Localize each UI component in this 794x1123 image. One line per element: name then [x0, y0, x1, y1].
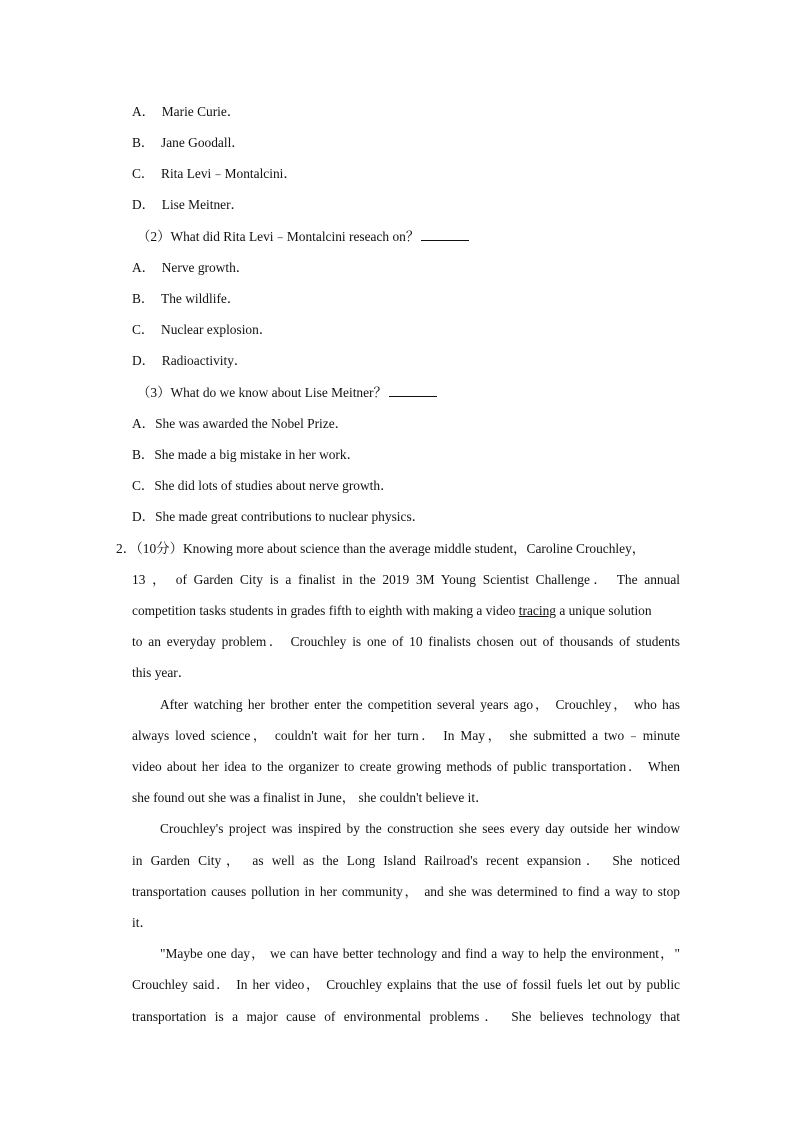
- answer-blank[interactable]: [389, 384, 437, 397]
- option-b[interactable]: [132, 290, 240, 308]
- passage-line: it．: [132, 915, 153, 930]
- option-text: She made great contributions to nuclear physics．: [155, 509, 426, 524]
- option-text: Jane Goodall．: [161, 135, 245, 150]
- passage-line: Crouchley's project was inspired by the construction she sees every day outside her window: [160, 821, 680, 836]
- option-letter: B．: [132, 447, 155, 462]
- passage-line: transportation is a major cause of environmental problems． She believes technology that: [132, 1009, 680, 1024]
- passage-text: competition tasks students in grades fifth to eighth with making a video: [132, 603, 519, 618]
- option-letter: C．: [132, 322, 155, 337]
- option-b[interactable]: [132, 134, 245, 152]
- question-text: （2）What did Rita Levi﹣Montalcini reseach on？: [137, 229, 420, 244]
- option-text: Nuclear explosion．: [161, 322, 273, 337]
- option-letter: B．: [132, 291, 155, 306]
- option-text: She did lots of studies about nerve growth．: [154, 478, 394, 493]
- option-text: Rita Levi﹣Montalcini．: [161, 166, 297, 181]
- underlined-word: tracing: [518, 603, 556, 618]
- passage-line: transportation causes pollution in her community， and she was determined to find a way to stop: [132, 884, 680, 899]
- passage-line: video about her idea to the organizer to create growing methods of public transportation． When: [132, 759, 680, 774]
- option-letter: D．: [132, 353, 156, 368]
- passage-line: "Maybe one day， we can have better technology and find a way to help the environment，": [160, 946, 680, 961]
- option-text: She made a big mistake in her work．: [154, 447, 360, 462]
- option-letter: C．: [132, 166, 155, 181]
- option-text: Radioactivity．: [161, 353, 248, 368]
- option-letter: B．: [132, 135, 155, 150]
- passage-line: to an everyday problem． Crouchley is one of 10 finalists chosen out of thousands of students: [132, 634, 680, 649]
- passage-line: Knowing more about science than the average middle student，Caroline Crouchley，: [182, 541, 646, 556]
- option-b[interactable]: [132, 446, 360, 464]
- option-c[interactable]: [132, 477, 393, 495]
- option-text: Nerve growth．: [161, 260, 250, 275]
- question-text: （3）What do we know about Lise Meitner？: [137, 385, 387, 400]
- option-text: Marie Curie．: [161, 104, 241, 119]
- passage-line: in Garden City， as well as the Long Island Railroad's recent expansion． She noticed: [132, 853, 680, 868]
- passage-line: always loved science， couldn't wait for her turn． In May， she submitted a two﹣minute: [132, 728, 680, 743]
- question-number: [116, 540, 645, 558]
- option-a[interactable]: [132, 259, 249, 277]
- option-c[interactable]: [132, 165, 297, 183]
- option-letter: D．: [132, 197, 156, 212]
- option-letter: A．: [132, 416, 156, 431]
- passage-line: she found out she was a finalist in June， she couldn't believe it．: [132, 790, 489, 805]
- option-letter: A．: [132, 260, 156, 275]
- question-points: （10分）: [136, 541, 183, 556]
- option-c[interactable]: [132, 321, 272, 339]
- option-a[interactable]: [132, 415, 348, 433]
- option-letter: C．: [132, 478, 155, 493]
- option-text: Lise Meitner．: [161, 197, 244, 212]
- question-stem: [137, 384, 437, 402]
- option-d[interactable]: [132, 508, 425, 526]
- option-text: She was awarded the Nobel Prize．: [155, 416, 349, 431]
- passage-text: a unique solution: [555, 603, 652, 618]
- passage-line: Crouchley said． In her video， Crouchley explains that the use of fossil fuels let out by public: [132, 977, 680, 992]
- option-a[interactable]: [132, 103, 240, 121]
- passage-line: 13 ， of Garden City is a finalist in the 2019 3M Young Scientist Challenge． The annual: [132, 572, 680, 587]
- option-letter: A．: [132, 104, 156, 119]
- question-stem: [137, 228, 469, 246]
- option-text: The wildlife．: [161, 291, 241, 306]
- answer-blank[interactable]: [421, 228, 469, 241]
- passage-line: this year．: [132, 665, 192, 680]
- passage-line: [132, 602, 680, 620]
- question-index: 2．: [116, 541, 137, 556]
- option-d[interactable]: [132, 196, 244, 214]
- option-letter: D．: [132, 509, 156, 524]
- passage-line: After watching her brother enter the competition several years ago， Crouchley， who has: [160, 697, 680, 712]
- option-d[interactable]: [132, 352, 247, 370]
